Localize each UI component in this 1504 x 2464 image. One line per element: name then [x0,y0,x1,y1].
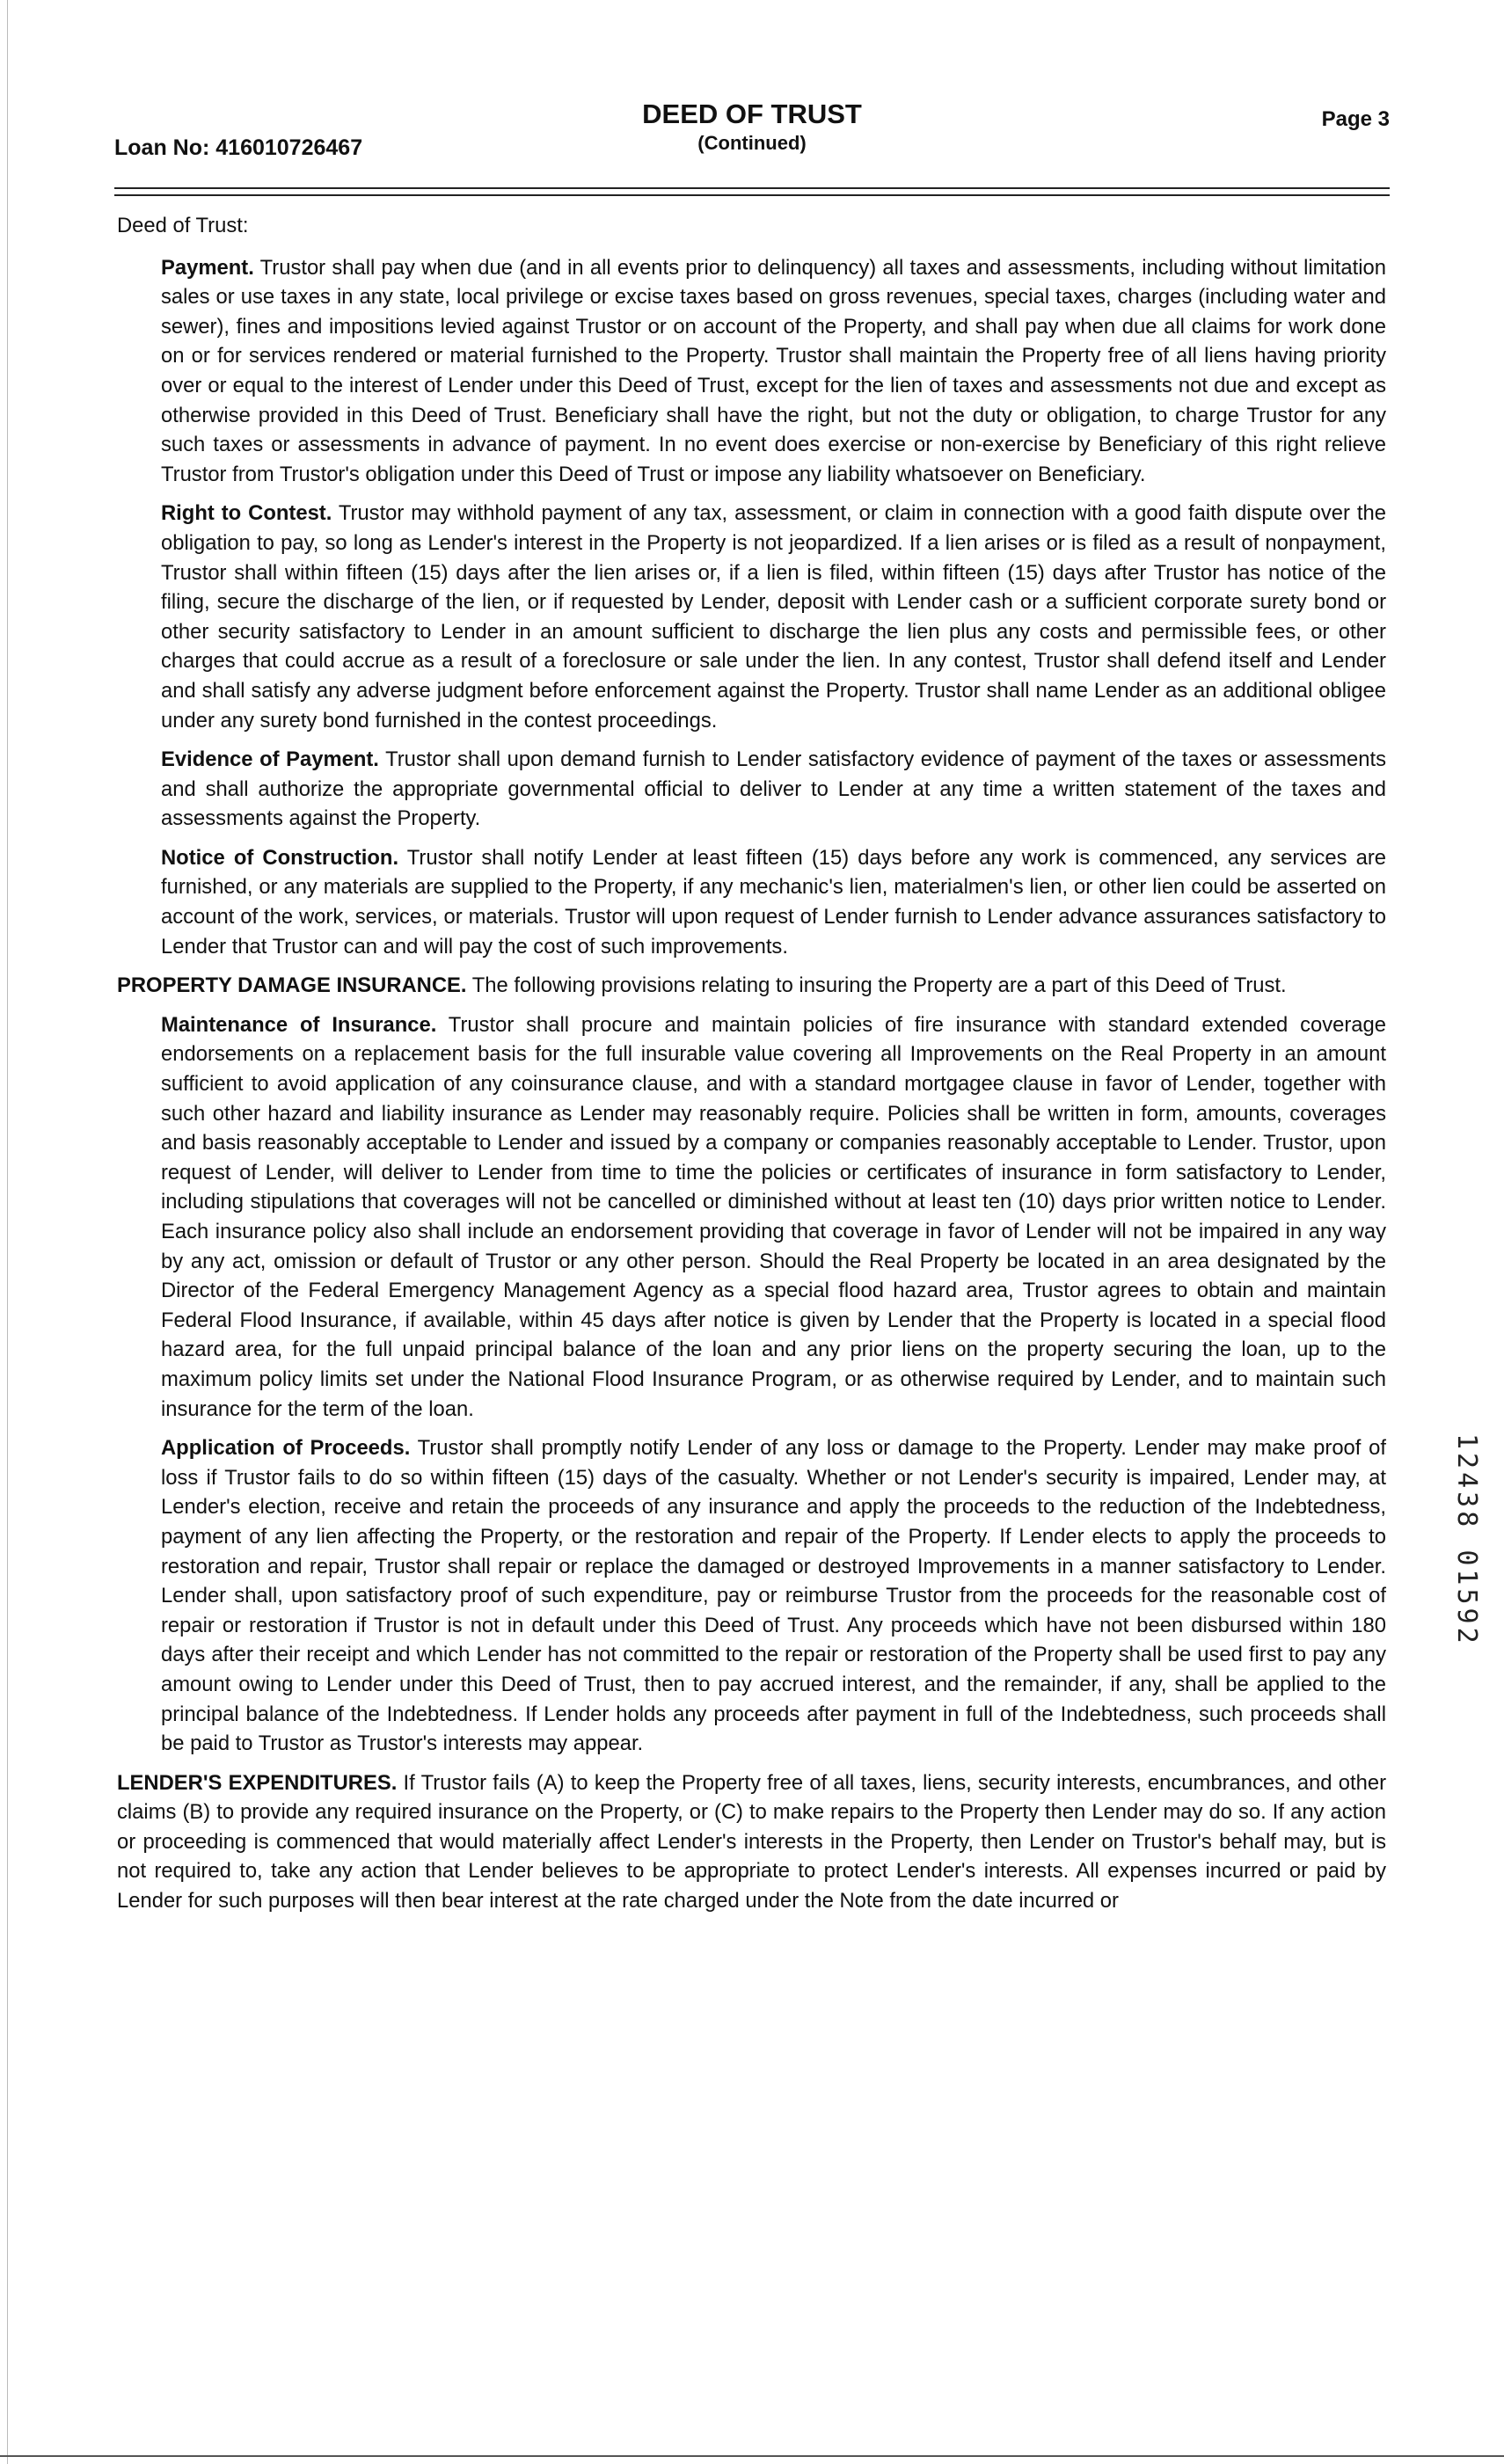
intro-text: Deed of Trust: [117,214,249,237]
section-heading: LENDER'S EXPENDITURES. [117,1770,398,1795]
document-body [117,211,1386,1926]
section-heading: PROPERTY DAMAGE INSURANCE. [117,973,467,998]
section-lenders-expenditures [117,1768,1386,1916]
page-number: Page 3 [1321,107,1390,131]
section-text: Trustor shall promptly notify Lender of any loss or damage to the Property. Lender may make proof of loss if Trustor fails to do so within fifteen (15) days of the casualty. Whether or not Lender's security is impaired, Lender may, at Lender's election, receive and retain the proceeds of any insurance and apply the proceeds to the reduction of the Indebtedness, payment of any lien affecting the Property, or the restoration and repair of the Property. If Lender elects to apply the proceeds to restoration and repair, Trustor shall repair or replace the damaged or destroyed Improvements in a manner satisfactory to Lender. Lender shall, upon satisfactory proof of such expenditure, pay or reimburse Trustor from the proceeds for the reasonable cost of repair or restoration if Trustor is not in default under this Deed of Trust. Any proceeds which have not been disbursed within 180 days after their receipt and which Lender has not committed to the repair or restoration of the Property shall be used first to pay any amount owing to Lender under this Deed of Trust, then to pay accrued interest, and the remainder, if any, shall be applied to the principal balance of the Indebtedness. If Lender holds any proceeds after payment in full of the Indebtedness, such proceeds shall be paid to Trustor as Trustor's interests may appear. [161,1436,1387,1756]
section-heading: Maintenance of Insurance. [161,1012,437,1037]
section-text: Trustor may withhold payment of any tax, assessment, or claim in connection with a good faith dispute over the obligation to pay, so long as Lender's interest in the Property is not jeopardized. If a lien arises or is filed as a result of nonpayment, Trustor shall within fifteen (15) days after the lien arises or, if a lien is filed, within fifteen (15) days after Trustor has notice of the filing, secure the discharge of the lien, or if requested by Lender, deposit with Lender cash or a sufficient corporate surety bond or other security satisfactory to Lender in an amount sufficient to discharge the lien plus any costs and permissible fees, or other charges that could accrue as a result of a foreclosure or sale under the lien. In any contest, Trustor shall defend itself and Lender and shall satisfy any adverse judgment before enforcement against the Property. Trustor shall name Lender as an additional obligee under any surety bond furnished in the contest proceedings. [161,501,1386,733]
section-property-damage-insurance [117,971,1386,1001]
recording-stamp-number: 12438 01592 [1451,1433,1482,1647]
section-evidence-of-payment [117,745,1386,834]
header-rule-top [114,187,1390,189]
left-margin-line [7,0,8,2464]
header-rule-bottom [114,194,1390,196]
section-heading: Application of Proceeds. [161,1436,411,1461]
section-heading: Notice of Construction. [161,845,399,870]
section-heading: Evidence of Payment. [161,747,379,772]
loan-number: Loan No: 416010726467 [114,135,363,160]
section-heading: Right to Contest. [161,501,332,526]
section-heading: Payment. [161,255,254,280]
section-text: Trustor shall procure and maintain policies of fire insurance with standard extended coverage endorsements on a replacement basis for the full insurable value covering all Improvements on the Real Property in an amount sufficient to avoid application of any coinsurance clause, and with a standard mortgagee clause in favor of Lender, together with such other hazard and liability insurance as Lender may reasonably require. Policies shall be written in form, amounts, coverages and basis reasonably acceptable to Lender and issued by a company or companies reasonably acceptable to Lender. Trustor, upon request of Lender, will deliver to Lender from time to time the policies or certificates of insurance in form satisfactory to Lender, including stipulations that coverages will not be cancelled or diminished without at least ten (10) days prior written notice to Lender. Each insurance policy also shall include an endorsement providing that coverage in favor of Lender will not be impaired in any way by any act, omission or default of Trustor or any other person. Should the Real Property be located in an area designated by the Director of the Federal Emergency Management Agency as a special flood hazard area, Trustor agrees to obtain and maintain Federal Flood Insurance, if available, within 45 days after notice is given by Lender that the Property is located in a special flood hazard area, for the full unpaid principal balance of the loan and any prior liens on the property securing the loan, up to the maximum policy limits set under the National Flood Insurance Program, or as otherwise required by Lender, and to maintain such insurance for the term of the loan. [161,1012,1387,1421]
document-title: DEED OF TRUST [642,98,862,129]
section-right-to-contest [117,499,1386,735]
section-payment [117,253,1386,490]
section-text: Trustor shall pay when due (and in all events prior to delinquency) all taxes and assessments, including without limitation sales or use taxes in any state, local privilege or excise taxes based on gross revenues, special taxes, charges (including water and sewer), fines and impositions levied against Trustor or on account of the Property, and shall pay when due all claims for work done on or for services rendered or material furnished to the Property. Trustor shall maintain the Property free of all liens having priority over or equal to the interest of Lender under this Deed of Trust, except for the lien of taxes and assessments not due and except as otherwise provided in this Deed of Trust. Beneficiary shall have the right, but not the duty or obligation, to charge Trustor for any such taxes or assessments in advance of payment. In no event does exercise or non-exercise by Beneficiary of this right relieve Trustor from Trustor's obligation under this Deed of Trust or impose any liability whatsoever on Beneficiary. [161,255,1386,486]
title-block [114,98,1390,157]
section-text: The following provisions relating to insuring the Property are a part of this Deed of Trust. [466,973,1287,998]
section-maintenance-of-insurance [117,1010,1386,1424]
section-text: Trustor shall notify Lender at least fifteen (15) days before any work is commenced, any services are furnished, or any materials are supplied to the Property, if any mechanic's lien, materialmen's lien, or other lien could be asserted on account of the work, services, or materials. Trustor will upon request of Lender furnish to Lender advance assurances satisfactory to Lender that Trustor can and will pay the cost of such improvements. [161,845,1386,959]
section-application-of-proceeds [117,1433,1386,1759]
page-header [114,98,1390,169]
section-text: Trustor shall upon demand furnish to Lender satisfactory evidence of payment of the taxes or assessments and shall authorize the appropriate governmental official to deliver to Lender at any time a written statement of the taxes and assessments against the Property. [161,747,1386,831]
section-notice-of-construction [117,843,1386,961]
bottom-edge-line [0,2455,1504,2457]
document-subtitle: (Continued) [697,132,807,154]
section-text: If Trustor fails (A) to keep the Property free of all taxes, liens, security interests, encumbrances, and other claims (B) to provide any required insurance on the Property, or (C) to make repairs to the Property then Lender may do so. If any action or proceeding is commenced that would materially affect Lender's interests in the Property, then Lender on Trustor's behalf may, but is not required to, take any action that Lender believes to be appropriate to protect Lender's interests. All expenses incurred or paid by Lender for such purposes will then bear interest at the rate charged under the Note from the date incurred or [117,1770,1386,1914]
